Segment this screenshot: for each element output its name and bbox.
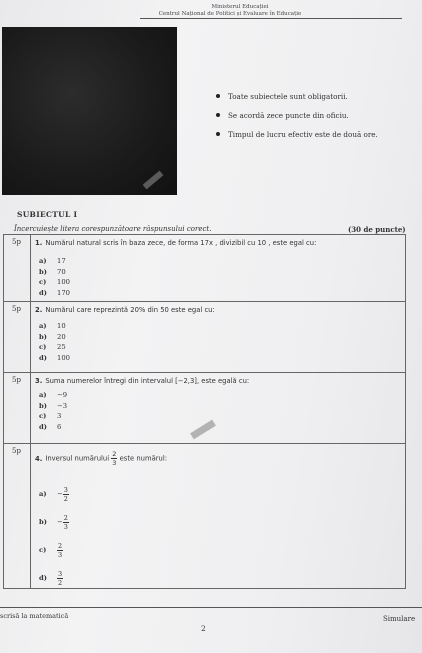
header-center: Centrul Național de Politici și Evaluare în Educație	[158, 11, 302, 17]
question-points: 5p	[12, 305, 21, 313]
option-d[interactable]: d) 100	[39, 353, 70, 362]
instruction-item: Timpul de lucru efectiv este de două ore.	[216, 130, 416, 149]
fraction: $\frac{2}{3}$	[112, 450, 117, 467]
header-ministry: Ministerul Educației	[211, 4, 269, 10]
footer-left: scrisă la matematică	[0, 612, 69, 620]
option-b[interactable]: b) −3	[39, 401, 68, 410]
option-d[interactable]: d) 170	[39, 288, 70, 297]
option-b[interactable]: b) 70	[39, 267, 66, 276]
option-b[interactable]: b) − $\frac{2}{3}$	[39, 513, 68, 531]
options-list	[39, 391, 67, 433]
options-list	[39, 480, 69, 592]
question-text: 1. Numărul natural scris în baza zece, de forma 17x , divizibil cu 10 , este egal cu:	[35, 239, 317, 247]
options-list	[39, 257, 70, 299]
question-row-1	[4, 235, 405, 302]
instructions-list	[216, 92, 416, 149]
footer-right: Simulare	[383, 615, 416, 623]
option-c[interactable]: c) 100	[39, 278, 70, 286]
question-points: 5p	[12, 376, 21, 384]
header-rule	[140, 18, 402, 19]
bullet-icon	[216, 94, 220, 98]
footer-rule	[0, 607, 422, 608]
question-text: 2. Numărul care reprezintă 20% din 50 este egal cu:	[35, 306, 215, 314]
instruction-item: Toate subiectele sunt obligatorii.	[216, 92, 416, 111]
fraction: $\frac{3}{2}$	[63, 485, 68, 503]
page-number: 2	[201, 624, 206, 633]
option-d[interactable]: d) 6	[39, 422, 62, 431]
section-points: (30 de puncte)	[348, 225, 406, 234]
question-row-3	[4, 373, 405, 444]
dark-photo-region	[2, 27, 177, 195]
interval-expression: [−2,3]	[175, 377, 197, 385]
question-text: 3. Suma numerelor întregi din intervalul [−2,3], este egală cu:	[35, 377, 250, 385]
bullet-icon	[216, 132, 220, 136]
section-instruction: Încercuiește litera corespunzătoare răspunsului corect.	[14, 225, 212, 233]
option-a[interactable]: a) 10	[39, 322, 66, 330]
option-d[interactable]: d) $\frac{3}{2}$	[39, 569, 63, 587]
option-c[interactable]: c) 3	[39, 412, 62, 420]
question-row-2	[4, 302, 405, 373]
instruction-item: Se acordă zece puncte din oficiu.	[216, 111, 416, 130]
photo-stamp-mark	[143, 171, 164, 190]
question-row-4	[4, 444, 405, 590]
option-c[interactable]: c) 25	[39, 343, 66, 351]
fraction: $\frac{2}{3}$	[63, 513, 68, 531]
bullet-icon	[216, 113, 220, 117]
fraction: $\frac{3}{2}$	[58, 569, 63, 587]
question-points: 5p	[12, 447, 21, 455]
fraction: $\frac{2}{3}$	[58, 541, 63, 559]
question-text: 4. Inversul numărului $\frac{2}{3}$ este numărul:	[35, 450, 168, 467]
option-c[interactable]: c) $\frac{2}{3}$	[39, 541, 63, 559]
option-a[interactable]: a) − $\frac{3}{2}$	[39, 485, 68, 503]
option-b[interactable]: b) 20	[39, 332, 66, 341]
option-a[interactable]: a) 17	[39, 257, 66, 265]
options-list	[39, 322, 70, 364]
questions-table	[3, 234, 406, 589]
section-title: SUBIECTUL I	[17, 210, 78, 219]
option-a[interactable]: a) −9	[39, 391, 68, 399]
question-points: 5p	[12, 238, 21, 246]
